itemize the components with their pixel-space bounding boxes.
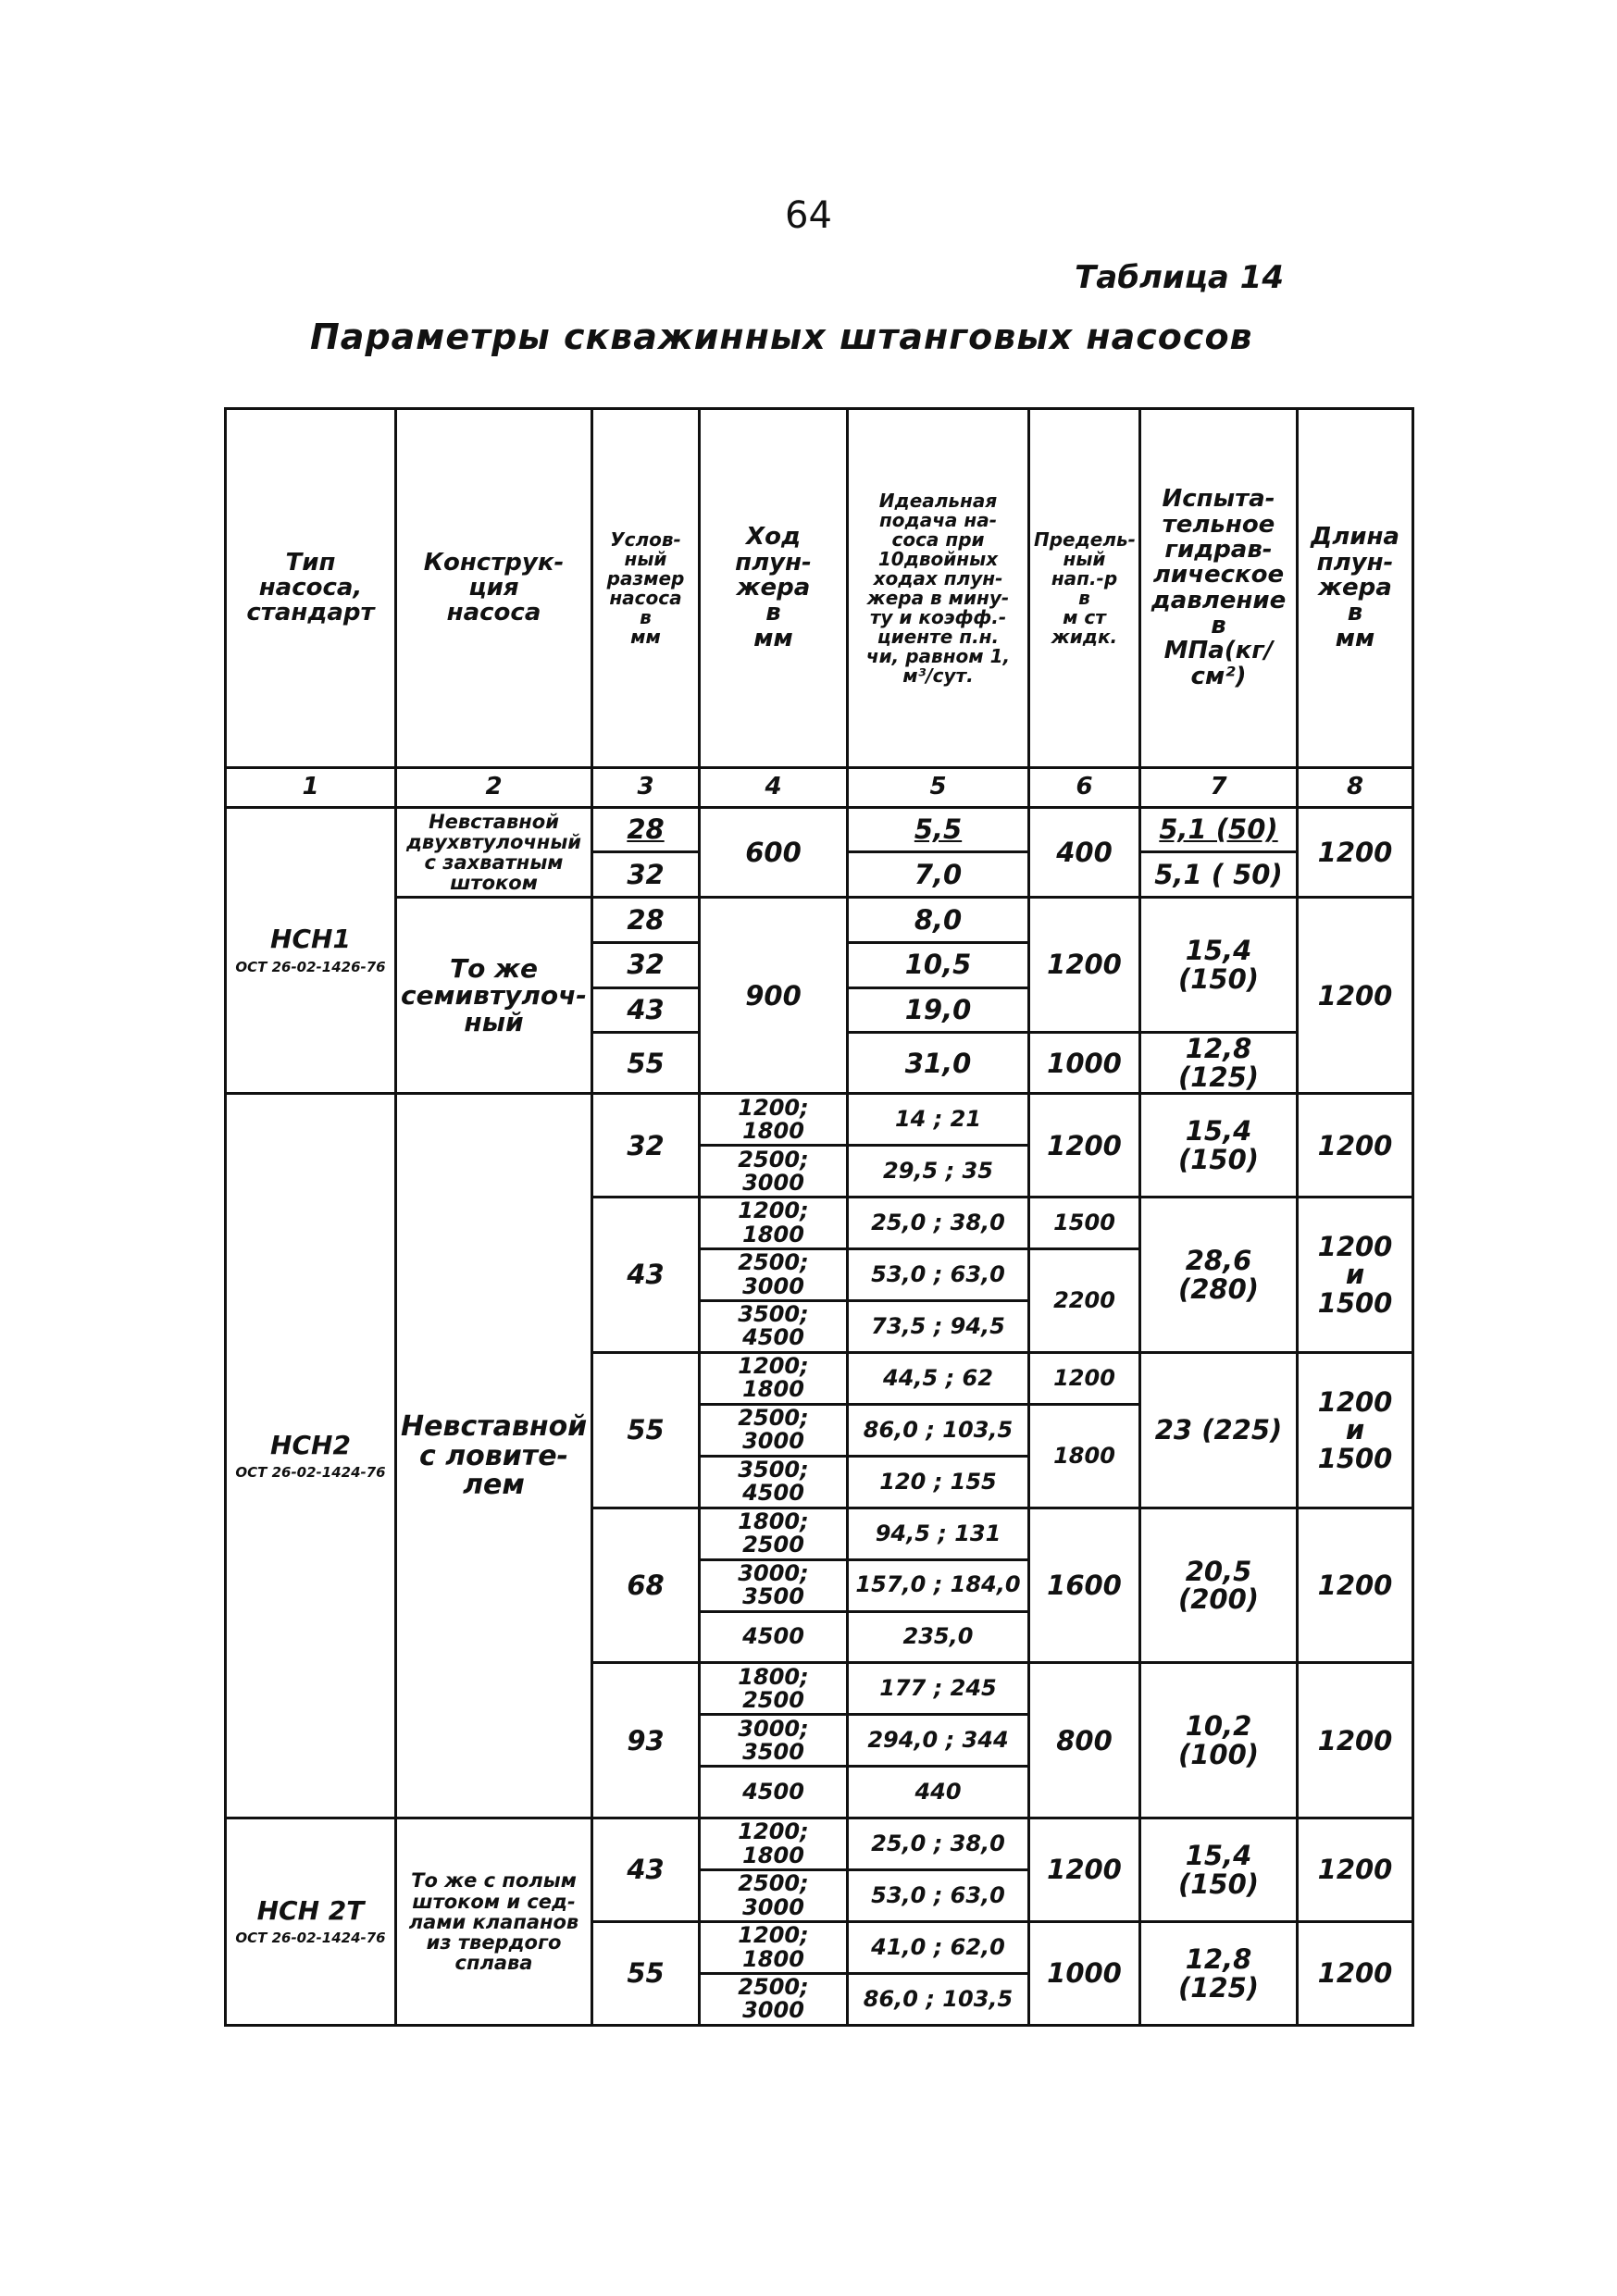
plunger-stroke: 1800; 2500 <box>700 1508 848 1559</box>
ideal-flow: 10,5 <box>848 942 1029 987</box>
nominal-size: 43 <box>592 1198 700 1353</box>
ideal-flow: 7,0 <box>848 852 1029 898</box>
plunger-stroke: 1800; 2500 <box>700 1663 848 1715</box>
column-number: 6 <box>1029 768 1140 807</box>
max-head: 2200 <box>1029 1249 1140 1353</box>
ideal-flow: 41,0 ; 62,0 <box>848 1922 1029 1974</box>
header-plunger-stroke: Ход плун- жера в мм <box>700 409 848 768</box>
plunger-stroke: 1200; 1800 <box>700 1922 848 1974</box>
column-number: 1 <box>226 768 396 807</box>
pump-standard: ОСТ 26-02-1424-76 <box>235 1464 386 1482</box>
header-row <box>226 409 1413 768</box>
table-row <box>226 1094 1413 1146</box>
plunger-stroke: 3000; 3500 <box>700 1715 848 1767</box>
plunger-stroke: 3000; 3500 <box>700 1559 848 1611</box>
plunger-stroke: 900 <box>700 898 848 1094</box>
plunger-length: 1200 <box>1298 1508 1413 1663</box>
header-ideal-flow: Идеальная подача на- соса при 10двойных ходах плун- жера в мину- ту и коэфф.- циенте п.н. чи, равном 1, м³/сут. <box>848 409 1029 768</box>
pump-type: НСН 2Т <box>256 1895 365 1927</box>
max-head: 800 <box>1029 1663 1140 1818</box>
nominal-size: 55 <box>592 1033 700 1094</box>
max-head: 1000 <box>1029 1033 1140 1094</box>
ideal-flow: 440 <box>848 1767 1029 1818</box>
pump-type: НСН1 <box>270 924 351 955</box>
nominal-size: 43 <box>592 987 700 1033</box>
ideal-flow: 25,0 ; 38,0 <box>848 1198 1029 1249</box>
test-pressure: 5,1 (50) <box>1140 807 1298 852</box>
test-pressure: 12,8 (125) <box>1140 1033 1298 1094</box>
column-number: 2 <box>396 768 592 807</box>
header-plunger-length: Длина плун- жера в мм <box>1298 409 1413 768</box>
plunger-stroke: 1200; 1800 <box>700 1352 848 1404</box>
ideal-flow: 94,5 ; 131 <box>848 1508 1029 1559</box>
plunger-length: 1200 <box>1298 1094 1413 1198</box>
test-pressure: 15,4 (150) <box>1140 1094 1298 1198</box>
table-row <box>226 1818 1413 1870</box>
plunger-stroke: 3500; 4500 <box>700 1456 848 1508</box>
pump-construction: Невставной двухвтулочный с захватным штоком <box>396 807 592 897</box>
max-head: 1200 <box>1029 1818 1140 1922</box>
plunger-length: 1200 и 1500 <box>1298 1352 1413 1508</box>
column-number: 3 <box>592 768 700 807</box>
ideal-flow: 25,0 ; 38,0 <box>848 1818 1029 1870</box>
pump-type-cell <box>226 1094 396 1818</box>
plunger-stroke: 2500; 3000 <box>700 1249 848 1301</box>
plunger-length: 1200 <box>1298 1818 1413 1922</box>
header-nominal-size: Услов- ный размер насоса в мм <box>592 409 700 768</box>
test-pressure: 5,1 ( 50) <box>1140 852 1298 898</box>
page-number: 64 <box>785 194 832 237</box>
table-row <box>226 807 1413 852</box>
header-construction: Конструк- ция насоса <box>396 409 592 768</box>
max-head: 1000 <box>1029 1922 1140 2026</box>
ideal-flow: 8,0 <box>848 898 1029 943</box>
column-number: 5 <box>848 768 1029 807</box>
plunger-stroke: 2500; 3000 <box>700 1146 848 1198</box>
plunger-stroke: 4500 <box>700 1611 848 1663</box>
plunger-stroke: 2500; 3000 <box>700 1404 848 1456</box>
plunger-stroke: 2500; 3000 <box>700 1973 848 2025</box>
plunger-stroke: 1200; 1800 <box>700 1818 848 1870</box>
column-number: 4 <box>700 768 848 807</box>
max-head: 1200 <box>1029 898 1140 1033</box>
nominal-size: 93 <box>592 1663 700 1818</box>
plunger-length: 1200 <box>1298 898 1413 1094</box>
ideal-flow: 53,0 ; 63,0 <box>848 1870 1029 1922</box>
ideal-flow: 177 ; 245 <box>848 1663 1029 1715</box>
nominal-size: 55 <box>592 1352 700 1508</box>
ideal-flow: 120 ; 155 <box>848 1456 1029 1508</box>
max-head: 1200 <box>1029 1094 1140 1198</box>
plunger-stroke: 1200; 1800 <box>700 1198 848 1249</box>
pump-construction: Невставной с ловите- лем <box>396 1094 592 1818</box>
nominal-size: 32 <box>592 942 700 987</box>
nominal-size: 43 <box>592 1818 700 1922</box>
ideal-flow: 53,0 ; 63,0 <box>848 1249 1029 1301</box>
nominal-size: 32 <box>592 1094 700 1198</box>
max-head: 1200 <box>1029 1352 1140 1404</box>
test-pressure: 23 (225) <box>1140 1352 1298 1508</box>
ideal-flow: 5,5 <box>848 807 1029 852</box>
nominal-size: 28 <box>592 898 700 943</box>
test-pressure: 12,8 (125) <box>1140 1922 1298 2026</box>
max-head: 400 <box>1029 807 1140 897</box>
max-head: 1500 <box>1029 1198 1140 1249</box>
header-pump-type: Тип насоса, стандарт <box>226 409 396 768</box>
table-title: Параметры скважинных штанговых насосов <box>310 316 1253 357</box>
header-max-head: Предель- ный нап.-р в м ст жидк. <box>1029 409 1140 768</box>
column-number: 8 <box>1298 768 1413 807</box>
max-head: 1800 <box>1029 1404 1140 1508</box>
ideal-flow: 19,0 <box>848 987 1029 1033</box>
test-pressure: 20,5 (200) <box>1140 1508 1298 1663</box>
pump-construction: То же семивтулоч- ный <box>396 898 592 1094</box>
ideal-flow: 86,0 ; 103,5 <box>848 1404 1029 1456</box>
test-pressure: 28,6 (280) <box>1140 1198 1298 1353</box>
nominal-size: 68 <box>592 1508 700 1663</box>
pump-type-cell <box>226 807 396 1094</box>
max-head: 1600 <box>1029 1508 1140 1663</box>
nominal-size: 55 <box>592 1922 700 2026</box>
pump-type-cell <box>226 1818 396 2026</box>
header-test-pressure: Испыта- тельное гидрав- лическое давление в МПа(кг/см²) <box>1140 409 1298 768</box>
plunger-stroke: 600 <box>700 807 848 897</box>
plunger-stroke: 1200; 1800 <box>700 1094 848 1146</box>
column-number: 7 <box>1140 768 1298 807</box>
pump-standard: ОСТ 26-02-1426-76 <box>235 958 386 975</box>
test-pressure: 15,4 (150) <box>1140 1818 1298 1922</box>
plunger-stroke: 3500; 4500 <box>700 1301 848 1353</box>
test-pressure: 10,2 (100) <box>1140 1663 1298 1818</box>
pump-construction: То же с полым штоком и сед- лами клапанов из твердого сплава <box>396 1818 592 2026</box>
plunger-length: 1200 <box>1298 807 1413 897</box>
ideal-flow: 157,0 ; 184,0 <box>848 1559 1029 1611</box>
ideal-flow: 235,0 <box>848 1611 1029 1663</box>
ideal-flow: 294,0 ; 344 <box>848 1715 1029 1767</box>
test-pressure: 15,4 (150) <box>1140 898 1298 1033</box>
ideal-flow: 14 ; 21 <box>848 1094 1029 1146</box>
ideal-flow: 31,0 <box>848 1033 1029 1094</box>
plunger-length: 1200 <box>1298 1922 1413 2026</box>
pump-standard: ОСТ 26-02-1424-76 <box>235 1930 386 1947</box>
column-number-row <box>226 768 1413 807</box>
table-number: Таблица 14 <box>1075 259 1284 296</box>
ideal-flow: 73,5 ; 94,5 <box>848 1301 1029 1353</box>
nominal-size: 32 <box>592 852 700 898</box>
ideal-flow: 86,0 ; 103,5 <box>848 1973 1029 2025</box>
plunger-length: 1200 <box>1298 1663 1413 1818</box>
pump-type: НСН2 <box>270 1429 351 1460</box>
ideal-flow: 44,5 ; 62 <box>848 1352 1029 1404</box>
plunger-length: 1200 и 1500 <box>1298 1198 1413 1353</box>
ideal-flow: 29,5 ; 35 <box>848 1146 1029 1198</box>
plunger-stroke: 2500; 3000 <box>700 1870 848 1922</box>
table-row <box>226 898 1413 943</box>
pump-parameters-table <box>224 407 1414 2027</box>
plunger-stroke: 4500 <box>700 1767 848 1818</box>
nominal-size: 28 <box>592 807 700 852</box>
